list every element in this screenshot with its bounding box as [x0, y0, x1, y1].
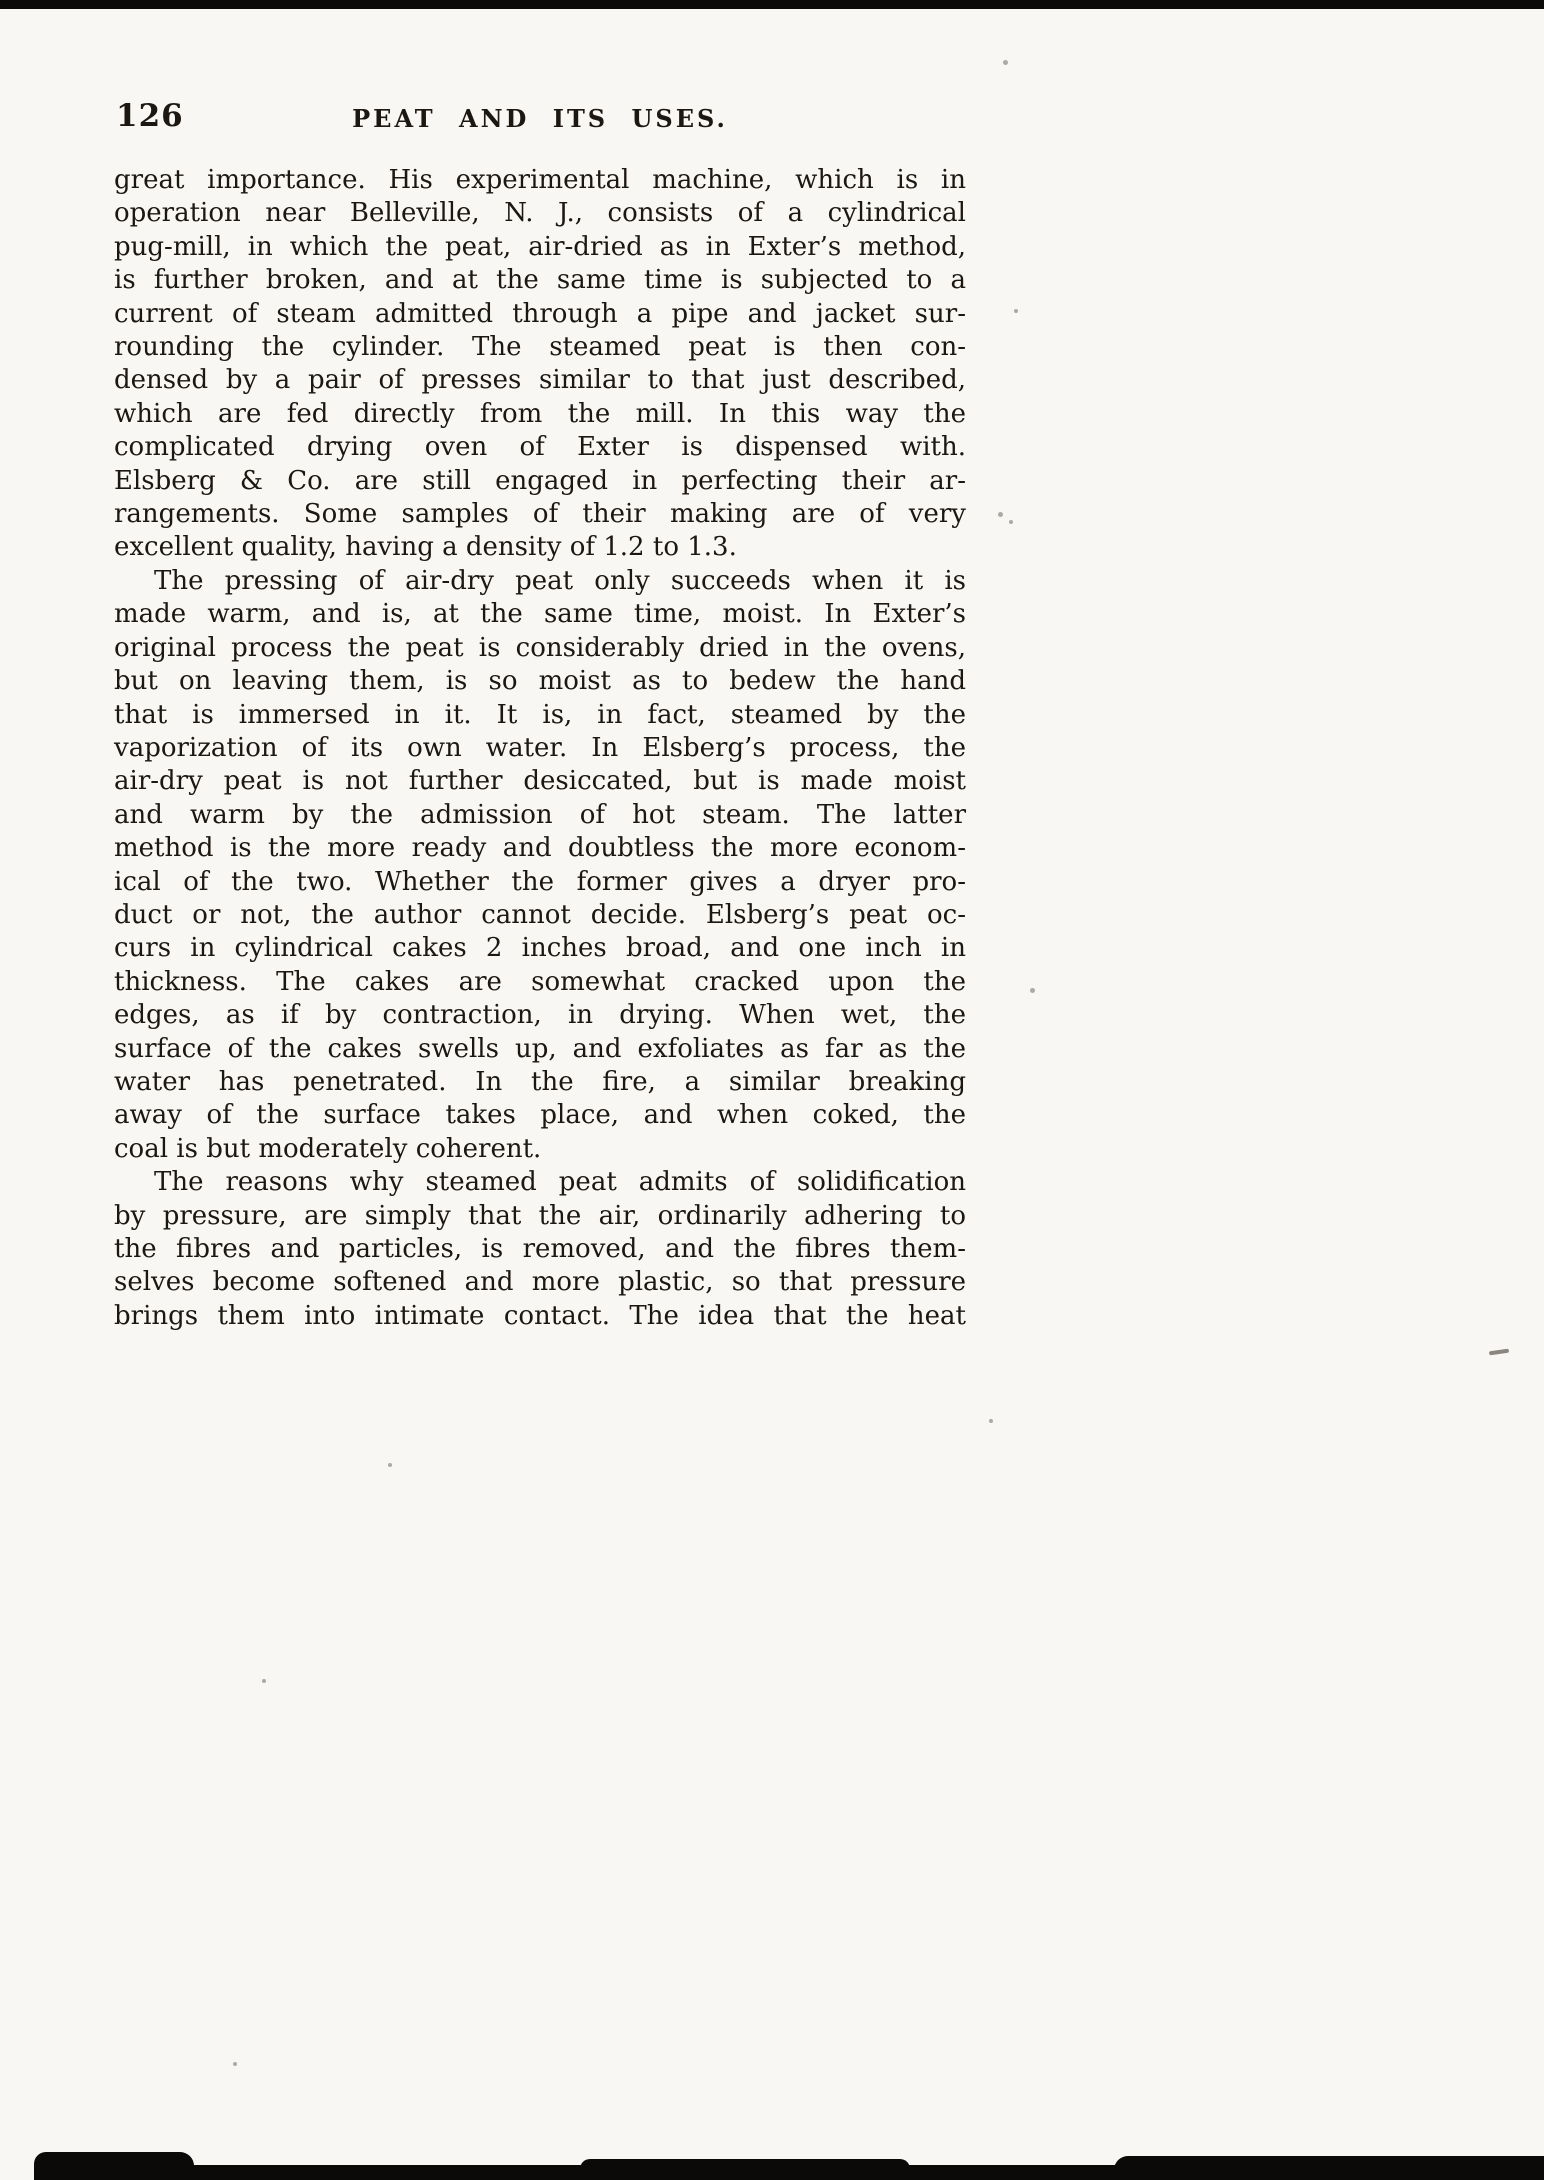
text-line: but on leaving them, is so moist as to bedew the hand: [114, 666, 966, 697]
running-head: PEAT AND ITS USES.: [352, 104, 728, 133]
page-text: [114, 164, 966, 1333]
scan-speck: [1009, 520, 1013, 524]
text-line: method is the more ready and doubtless the more econom-: [114, 833, 966, 864]
text-line: pug-mill, in which the peat, air-dried as in Exter’s method,: [114, 231, 966, 262]
scan-speck: [388, 1463, 392, 1467]
text-line: current of steam admitted through a pipe and jacket sur-: [114, 298, 966, 329]
text-line: by pressure, are simply that the air, ordinarily adhering to: [114, 1200, 966, 1231]
text-line: that is immersed in it. It is, in fact, steamed by the: [114, 699, 966, 730]
scan-speck: [262, 1679, 266, 1683]
text-line: away of the surface takes place, and when coked, the: [114, 1100, 966, 1131]
text-line: brings them into intimate contact. The idea that the heat: [114, 1300, 966, 1331]
text-line: The pressing of air-dry peat only succeeds when it is: [154, 565, 966, 596]
scan-speck: [1014, 309, 1018, 313]
text-line: vaporization of its own water. In Elsberg’s process, the: [114, 732, 966, 763]
text-line: selves become softened and more plastic, so that pressure: [114, 1267, 966, 1298]
text-line: and warm by the admission of hot steam. The latter: [114, 799, 966, 830]
text-line: made warm, and is, at the same time, moist. In Exter’s: [114, 599, 966, 630]
paragraph: [114, 1166, 966, 1333]
text-line: original process the peat is considerably dried in the ovens,: [114, 632, 966, 663]
text-line: curs in cylindrical cakes 2 inches broad, and one inch in: [114, 933, 966, 964]
text-line: thickness. The cakes are somewhat cracked upon the: [114, 966, 966, 997]
text-line: air-dry peat is not further desiccated, but is made moist: [114, 766, 966, 797]
text-line: operation near Belleville, N. J., consists of a cylindrical: [114, 198, 966, 229]
paragraph: [114, 164, 966, 565]
scan-speck: [233, 2062, 237, 2066]
text-line: ical of the two. Whether the former gives a dryer pro-: [114, 866, 966, 897]
text-line: Elsberg & Co. are still engaged in perfecting their ar-: [114, 465, 966, 496]
text-line: water has penetrated. In the fire, a similar breaking: [114, 1066, 966, 1097]
text-line: densed by a pair of presses similar to that just described,: [114, 365, 966, 396]
scan-speck: [1030, 988, 1035, 993]
page-number: 126: [116, 98, 184, 134]
text-line: coal is but moderately coherent.: [114, 1133, 542, 1164]
text-line: duct or not, the author cannot decide. Elsberg’s peat oc-: [114, 899, 966, 930]
paragraph: [114, 565, 966, 1166]
scan-edge-top: [0, 0, 1544, 9]
text-line: edges, as if by contraction, in drying. When wet, the: [114, 1000, 966, 1031]
scan-edge-blob: [34, 2152, 194, 2180]
text-line: The reasons why steamed peat admits of solidification: [154, 1167, 966, 1198]
scan-speck: [998, 512, 1003, 517]
scan-dash-mark: [1489, 1349, 1509, 1356]
text-line: the fibres and particles, is removed, and the fibres them-: [114, 1234, 966, 1264]
scan-edge-blob: [1114, 2156, 1544, 2180]
scan-speck: [989, 1419, 993, 1423]
text-line: rangements. Some samples of their making are of very: [114, 499, 966, 530]
text-line: surface of the cakes swells up, and exfoliates as far as the: [114, 1033, 966, 1064]
text-line: complicated drying oven of Exter is dispensed with.: [114, 432, 966, 463]
text-line: which are fed directly from the mill. In this way the: [114, 398, 966, 429]
text-line: excellent quality, having a density of 1.2 to 1.3.: [114, 532, 737, 563]
text-line: is further broken, and at the same time is subjected to a: [114, 265, 966, 296]
text-line: rounding the cylinder. The steamed peat is then con-: [114, 332, 966, 363]
text-line: great importance. His experimental machine, which is in: [114, 165, 966, 195]
scan-edge-blob: [580, 2159, 910, 2180]
scan-speck: [1003, 60, 1008, 65]
